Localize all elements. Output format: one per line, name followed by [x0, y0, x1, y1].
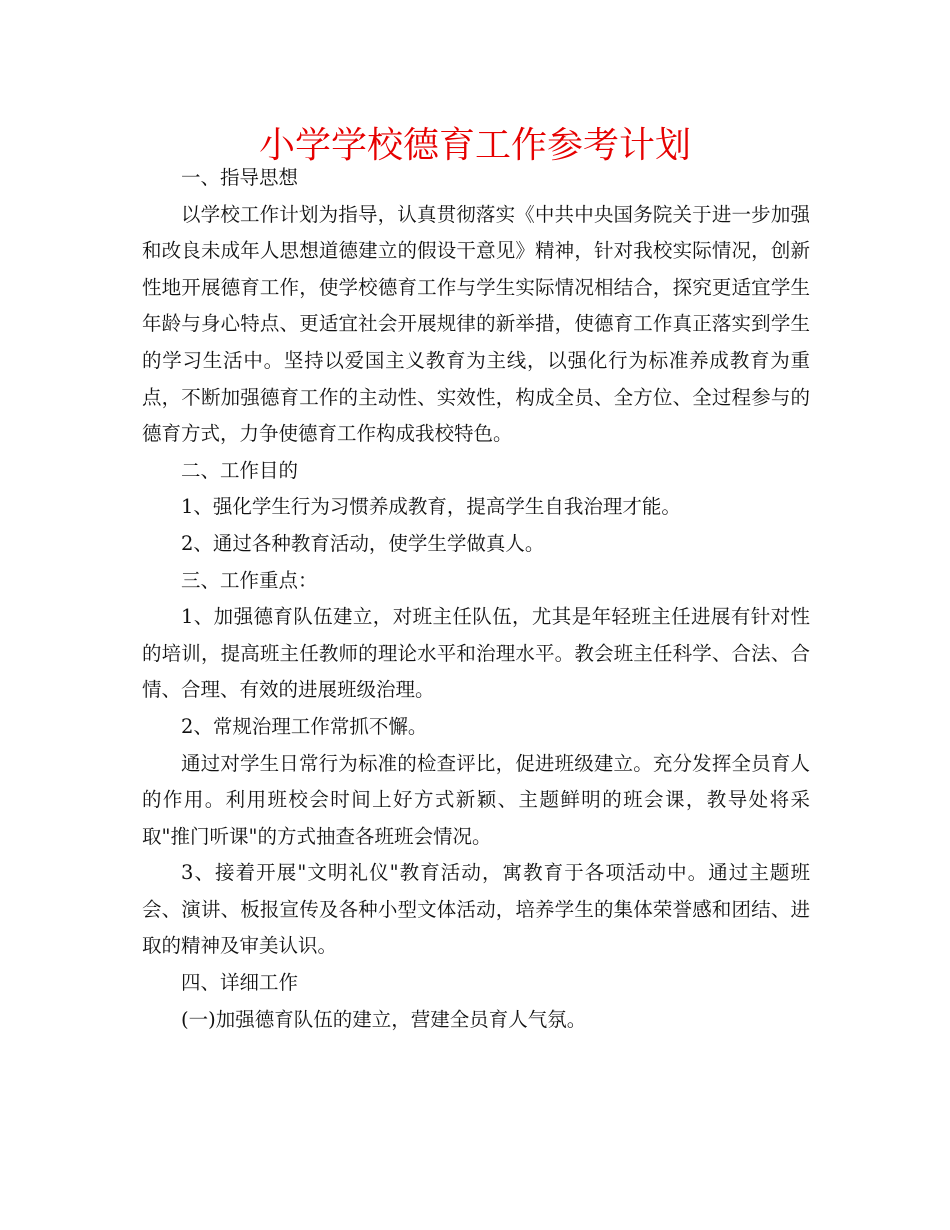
section-heading: 二、工作目的	[181, 458, 299, 482]
paragraph: 以学校工作计划为指导，认真贯彻落实《中共中央国务院关于进一步加强和改良未成年人思想道德建立的假设干意见》精神，针对我校实际情况，创新性地开展德育工作，使学校德育工作与学生实际情况相结合，探究更适宜学生年龄与身心特点、更适宜社会开展规律的新举措，使德育工作真正落实到学生的学习生活中。坚持以爱国主义教育为主线，以强化行为标准养成教育为重点，不断加强德育工作的主动性、实效性，构成全员、全方位、全过程参与的德育方式，力争使德育工作构成我校特色。	[142, 202, 810, 446]
paragraph: 1、加强德育队伍建立，对班主任队伍，尤其是年轻班主任进展有针对性的培训，提高班主任教师的理论水平和治理水平。教会班主任科学、合法、合情、合理、有效的进展班级治理。	[142, 605, 810, 702]
paragraph: 2、常规治理工作常抓不懈。	[181, 714, 428, 738]
document-body	[142, 160, 810, 1038]
section-heading: 四、详细工作	[181, 971, 299, 995]
paragraph: 通过对学生日常行为标准的检查评比，促进班级建立。充分发挥全员育人的作用。利用班校会时间上好方式新颖、主题鲜明的班会课，教导处将采取"推门听课"的方式抽查各班班会情况。	[142, 751, 810, 848]
paragraph: 3、接着开展"文明礼仪"教育活动，寓教育于各项活动中。通过主题班会、演讲、板报宣传及各种小型文体活动，培养学生的集体荣誉感和团结、进取的精神及审美认识。	[142, 861, 810, 958]
paragraph: (一)加强德育队伍的建立，营建全员育人气氛。	[181, 1007, 587, 1031]
paragraph: 1、强化学生行为习惯养成教育，提高学生自我治理才能。	[181, 495, 681, 519]
paragraph: 2、通过各种教育活动，使学生学做真人。	[181, 531, 545, 555]
section-heading: 一、指导思想	[181, 166, 299, 189]
section-heading: 三、工作重点：	[181, 568, 318, 592]
document-title: 小学学校德育工作参考计划	[258, 125, 691, 166]
